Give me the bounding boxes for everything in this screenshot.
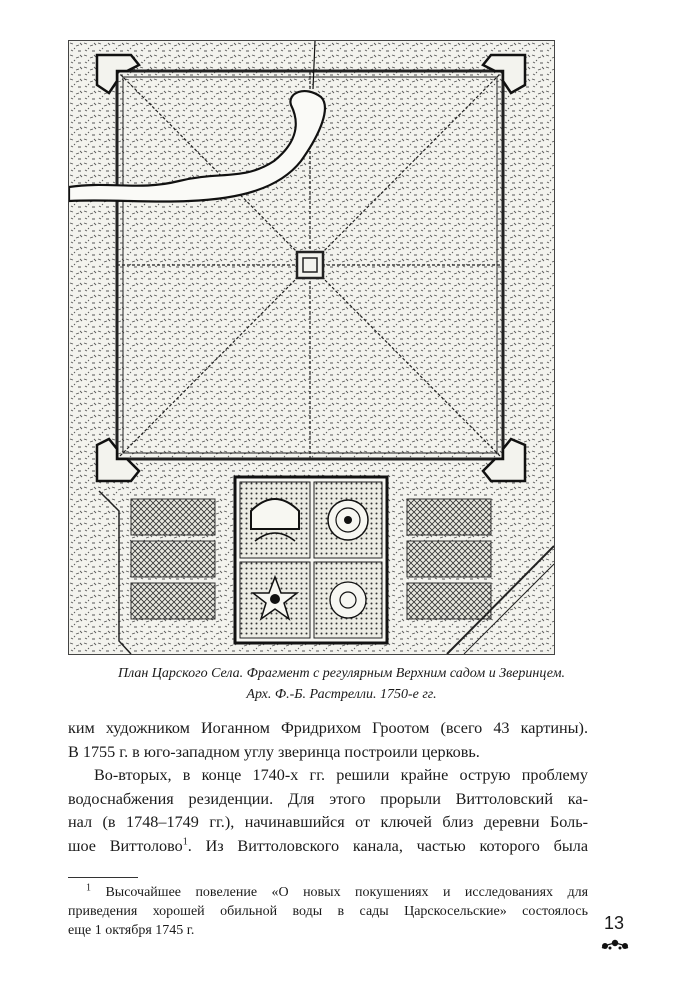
footnote: [68, 883, 588, 940]
body-line: [68, 835, 588, 859]
body-line-text: шое Виттолово: [68, 836, 183, 855]
figure-plan: [68, 40, 555, 655]
figure-caption-line2: Арх. Ф.-Б. Растрелли. 1750-е гг.: [246, 687, 437, 702]
upper-garden: [131, 477, 491, 643]
body-line: водоснабжения резиденции. Для этого прорыли Виттоловский ка-: [68, 789, 588, 808]
page-number: 13: [604, 913, 625, 933]
footnote-divider: [68, 877, 138, 878]
footnote-line: еще 1 октября 1745 г.: [68, 923, 195, 938]
plan-drawing: [69, 41, 554, 654]
footnote-line1: Высочайшее повеление «О новых покушениях и исследованиях для: [105, 885, 589, 900]
body-text: [68, 717, 588, 858]
footnote-line: приведения хорошей обильной воды в сады Царскосельские» состоялось: [68, 904, 588, 919]
body-line: нал (в 1748–1749 гг.), начинавшийся от ключей близ деревни Боль-: [68, 813, 588, 831]
footnote-reference[interactable]: 1: [182, 836, 188, 848]
figure-caption-line1: План Царского Села. Фрагмент с регулярным Верхним садом и Зверинцем.: [117, 666, 566, 681]
body-line: Во-вторых, в конце 1740-х гг. решили крайне острую проблему: [94, 766, 588, 784]
floral-ornament-icon: [600, 937, 630, 951]
footnote-marker: 1: [86, 882, 91, 894]
body-line: В 1755 г. в юго-западном углу зверинца построили церковь.: [68, 742, 480, 761]
body-line: ким художником Иоганном Фридрихом Гроотом (всего 43 картины).: [68, 719, 588, 737]
footnote-line: [68, 883, 588, 902]
body-line-rest: . Из Виттоловского канала, частью которого была: [187, 836, 589, 855]
